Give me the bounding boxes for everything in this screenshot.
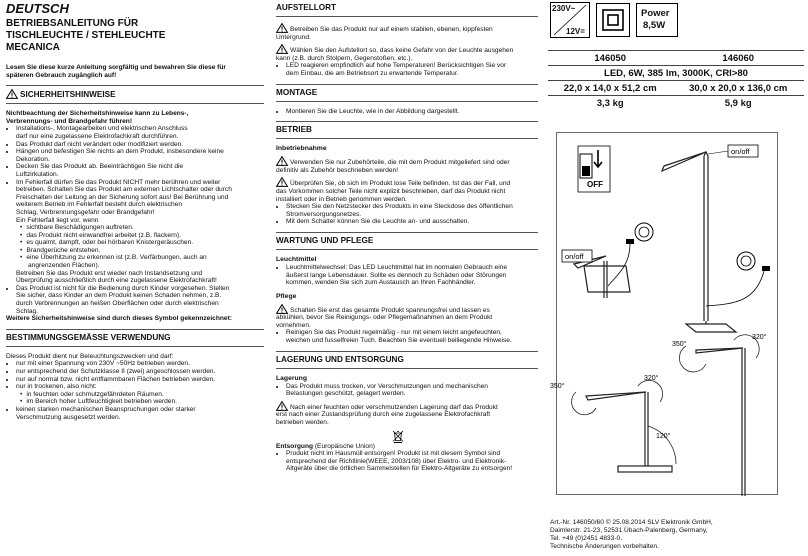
table-row [548, 96, 804, 111]
socket-icon-2 [706, 252, 770, 306]
list-item: • sichtbare Beschädigungen auftreten. [28, 224, 264, 232]
list-item: • Reinigen Sie das Produkt regelmäßig - nur mit einem leicht angefeuchten, weichen und fusselfreien Tuch. Beachten Sie eventuell beiliegende Hinweise. [286, 329, 538, 344]
list-item: • im Bereich hoher Luftfeuchtigkeit betrieben werden. [28, 398, 264, 406]
list-item: • Das Produkt ist nicht für die Bedienung durch Kinder vorgesehen. Stellen Sie sicher, dass Kinder an dem Produkt keinen Schaden nehmen, z.B. durch Verbrennungen an heißen Oberflächen oder durch elektrischen Schlag. [16, 285, 264, 315]
list-item: • Hängen und befestigen Sie nichts an dem Produkt, insbesondere keine Dekoration. [16, 148, 264, 163]
list-item: • Decken Sie das Produkt ab. Beeinträchtigen Sie nicht die Luftzirkulation. [16, 163, 264, 178]
angle-label: 120° [656, 433, 671, 440]
angle-label: 350° [550, 383, 565, 390]
angle-label: 350° [672, 341, 687, 348]
use-list [6, 360, 264, 421]
protection-class-ii-icon [596, 3, 630, 37]
commissioning-subheading: Inbetriebnahme [276, 145, 327, 153]
list-item: • nur in trockenen, also nicht: • in feuchten oder schmutzgefährdeten Räumen. • im Bereich hoher Luftfeuchtigkeit betrieben werden. [16, 383, 264, 406]
warning-icon [276, 401, 288, 411]
table-row [548, 66, 804, 81]
fault-list [16, 224, 264, 270]
warning-icon [6, 89, 18, 99]
care-subheading: Pflege [276, 292, 297, 300]
warning-icon [276, 177, 288, 187]
table-row [548, 51, 804, 66]
list-item: • Stecken Sie den Netzstecker des Produkts in eine Steckdose des öffentlichen Stromversorgungsnetzes. [286, 203, 538, 218]
column-middle [276, 0, 538, 473]
safety-heading: SICHERHEITSHINWEISE [6, 89, 264, 100]
care-text-1: Schalten Sie erst das gesamte Produkt spannungsfrei und lassen es abkühlen, bevor Sie Reinigungs- oder Pflegemaßnahmen an dem Produkt vornehmen. [276, 304, 538, 330]
further-notes: Weitere Sicherheitshinweise sind durch dieses Symbol gekennzeichnet: [6, 315, 232, 323]
language-heading: DEUTSCH [6, 1, 69, 16]
voltage-input: 230V~ [552, 4, 576, 13]
table-row [548, 81, 804, 96]
list-item: • LED reagieren empfindlich auf hohe Temperaturen! Berücksichtigen Sie vor dem Einbau, die am Betriebsort zu erwartende Temperatur. [286, 62, 538, 77]
list-item: • Montieren Sie die Leuchte, wie in der Abbildung dargestellt. [286, 108, 538, 116]
warning-icon [276, 156, 288, 166]
switch-inset [578, 146, 610, 192]
rotation-diagram-floor [679, 335, 759, 496]
column-right [548, 0, 804, 110]
list-item: • nur entsprechend der Schutzklasse II (zwei) angeschlossen werden. [16, 368, 264, 376]
list-item: • Mit dem Schalter können Sie die Leuchte an- und ausschalten. [286, 218, 538, 226]
list-item: • Installations-, Montagearbeiten und elektrischen Anschluss darf nur eine zugelassene Elektrofachkraft durchführen. [16, 125, 264, 140]
disposal-subheading: Entsorgung (Europäische Union) [276, 442, 375, 450]
illustration-panel [550, 126, 778, 496]
lamp-subheading: Leuchtmittel [276, 255, 317, 263]
dimensions-1: 22,0 x 14,0 x 51,2 cm [548, 81, 672, 96]
list-item: • Brandgerüche entstehen. [28, 247, 264, 255]
operation-text-2: Überprüfen Sie, ob sich im Produkt lose Teile befinden. Ist das der Fall, und das Vorkommen solcher Teile nicht explizit beschrieben, darf das Produkt nicht installiert oder in Betrieb genommen werden. [276, 177, 538, 203]
led-spec: LED, 6W, 385 lm, 3000K, CRI>80 [548, 66, 804, 81]
dimensions-2: 30,0 x 20,0 x 136,0 cm [672, 81, 804, 96]
warning-icon [276, 44, 288, 54]
document-title: BETRIEBSANLEITUNG FÜR TISCHLEUCHTE / STEHLEUCHTE MECANICA [6, 18, 166, 53]
spec-table [548, 50, 804, 110]
onoff-label-1 [708, 145, 758, 157]
power-label: Power [641, 8, 670, 19]
setup-heading: AUFSTELLORT [276, 3, 337, 12]
setup-text-2: Wählen Sie den Aufstellort so, dass keine Gefahr von der Leuchte ausgehen kann (z.B. durch Stolpern, Gegenstoßen, etc.). [276, 44, 538, 62]
list-item: • Leuchtmittelwechsel: Das LED Leuchtmittel hat im normalen Gebrauch eine äußerst lange Lebensdauer. Sollte es dennoch zu Schäden oder Störungen kommen, wenden Sie sich zum Austausch an Ihren Fachhändler. [286, 264, 538, 287]
angle-label: 320° [752, 334, 767, 341]
svg-text:on/off: on/off [565, 252, 584, 261]
list-item: • nur auf normal bzw. nicht entflammbaren Flächen betrieben werden. [16, 376, 264, 384]
list-item: • Produkt nicht im Hausmüll entsorgen! Produkt ist mit diesem Symbol sind entsprechend der Richtlinie(WEEE, 2003/108) über Elektro- und Elektronik- Altgeräte über die örtlichen Sammelstellen für Elektro-Altgeräte zu entsorgen! [286, 450, 538, 473]
socket-icon-1 [608, 223, 653, 286]
intro-text: Lesen Sie diese kurze Anleitung sorgfältig und bewahren Sie diese für späteren Gebrauch zugänglich auf! [6, 64, 226, 79]
list-item: • keinen starken mechanischen Beanspruchungen oder starker Verschmutzung ausgesetzt werden. [16, 406, 264, 421]
operation-heading: BETRIEB [276, 125, 312, 135]
weight-1: 3,3 kg [548, 96, 672, 111]
list-item: • es qualmt, dampft, oder bei hörbaren Knistergeräuschen. [28, 239, 264, 247]
weee-bin-icon [392, 430, 404, 443]
list-item: • nur mit einer Spannung von 230V ~50Hz betrieben werden. [16, 360, 264, 368]
floor-lamp-drawing [662, 152, 736, 332]
article-number-2: 146060 [672, 51, 804, 66]
maintenance-heading: WARTUNG UND PFLEGE [276, 235, 374, 245]
angle-label: 320° [644, 375, 659, 382]
list-item: • in feuchten oder schmutzgefährdeten Räumen. [28, 391, 264, 399]
safety-lead: Nichtbeachtung der Sicherheitshinweise kann zu Lebens-, Verbrennungs- und Brandgefahr führen! [6, 110, 189, 125]
voltage-output: 12V= [566, 27, 585, 36]
list-item: • Das Produkt darf nicht verändert oder modifiziert werden. [16, 141, 264, 149]
use-intro: Dieses Produkt dient nur Beleuchtungszwecken und darf: [6, 352, 174, 360]
onoff-label-2 [562, 250, 592, 262]
spec-symbols [548, 0, 804, 40]
storage-heading: LAGERUNG UND ENTSORGUNG [276, 354, 404, 364]
rotation-diagram-desk [572, 380, 676, 472]
off-label: OFF [587, 180, 603, 189]
storage-text-2: Nach einer feuchten oder verschmutzenden Lagerung darf das Produkt erst nach einer Zustandsprüfung durch eine zugelassene Elektrofachkraft betrieben werden. [276, 401, 538, 427]
storage-subheading: Lagerung [276, 374, 307, 382]
article-number-1: 146050 [548, 51, 672, 66]
warning-icon [276, 304, 288, 314]
mounting-heading: MONTAGE [276, 87, 318, 97]
svg-text:on/off: on/off [731, 147, 750, 156]
list-item: • Im Fehlerfall dürfen Sie das Produkt NICHT mehr berühren und weiter betreiben. Schalten Sie das Produkt am externen Lichtschalter oder durch Freischalten der Leitung an der Sicherung sofort aus! Bei Berührung und weiterem Betrieb im Fehlerfall besteht durch elektrischen Schlag, Verbrennungsgefahr oder Brandgefahr! Ein Fehlerfall liegt vor, wenn • sichtbare Beschädigungen auftreten. • das Produkt nicht einwandfrei arbeitet (z.B. flackern). • es qualmt, dampft, oder bei hörbaren Knistergeräuschen. • Brandgerüche entstehen. • eine Überhitzung zu erkennen ist (z.B. Verfärbungen, auch an angrenzenden Flächen). Betreiben Sie das Produkt erst wieder nach Instandsetzung und Überprüfung ausschließlich durch eine zugelassene Elektrofachkraft! [16, 179, 264, 285]
power-value: 8,5W [643, 20, 666, 31]
setup-text-1: Betreiben Sie das Produkt nur auf einem stabilen, ebenen, kippfesten Untergrund. [276, 23, 538, 41]
safety-list [6, 125, 264, 315]
list-item: • eine Überhitzung zu erkennen ist (z.B. Verfärbungen, auch an angrenzenden Flächen). [28, 254, 264, 269]
list-item: • Das Produkt muss trocken, vor Verschmutzungen und mechanischen Belastungen geschützt, gelagert werden. [286, 383, 538, 398]
operation-text-1: Verwenden Sie nur Zubehörteile, die mit dem Produkt mitgeliefert sind oder definitiv als Zubehör beschrieben werden! [276, 156, 538, 174]
list-item: • das Produkt nicht einwandfrei arbeitet (z.B. flackern). [28, 232, 264, 240]
footer-imprint: Art.-Nr. 146050/60 © 25.08.2014 SLV Elektronik GmbH, Daimlerstr. 21-23, 52531 Übach-Palenberg, Germany, Tel. +49 (0)2451 4833-0. Technische Änderungen vorbehalten. [550, 519, 713, 550]
intended-use-heading: BESTIMMUNGSGEMÄSSE VERWENDUNG [6, 332, 171, 342]
column-left [6, 0, 264, 421]
warning-icon [276, 23, 288, 33]
weight-2: 5,9 kg [672, 96, 804, 111]
